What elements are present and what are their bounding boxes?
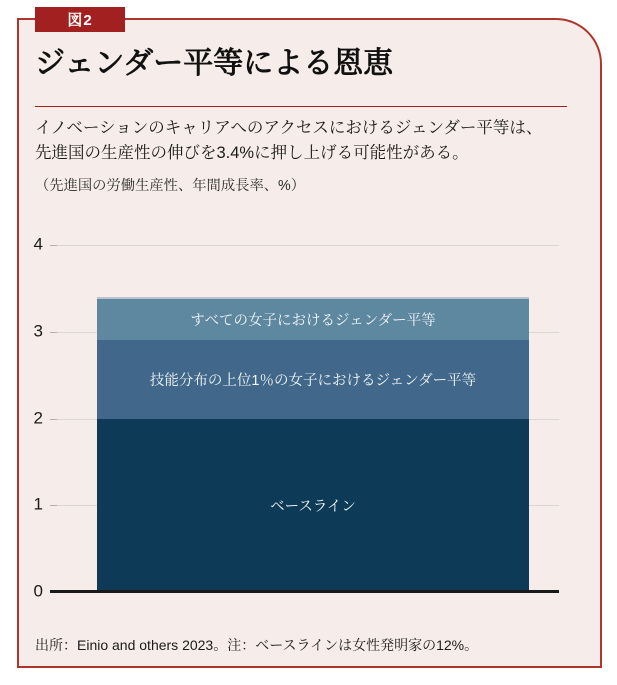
- axis-unit-note: （先進国の労働生産性、年間成長率、%）: [35, 178, 306, 194]
- y-tick-label-1: 1: [33, 494, 43, 514]
- figure-title: ジェンダー平等による恩恵: [35, 47, 394, 80]
- y-tick-label-2: 2: [33, 408, 43, 428]
- figure-card: [17, 12, 602, 668]
- bar-chart-plot-area: [33, 234, 559, 601]
- bar-segment-baseline: [97, 419, 529, 593]
- figure-subtitle: [35, 116, 580, 166]
- bar-segment-label: ベースライン: [270, 498, 356, 515]
- bar-segment-all-girls-gender-equality: [97, 297, 529, 340]
- source-note: 出所：Einio and others 2023。注：ベースラインは女性発明家の12%。: [35, 637, 479, 653]
- y-tick-label-0: 0: [33, 581, 43, 601]
- subtitle-line-1: イノベーションのキャリアへのアクセスにおけるジェンダー平等は、: [35, 119, 543, 137]
- subtitle-line-2: 先進国の生産性の伸びを3.4%に押し上げる可能性がある。: [35, 143, 469, 162]
- x-axis-line: [50, 590, 559, 593]
- y-tick-label-3: 3: [33, 321, 43, 341]
- title-divider: [35, 106, 567, 107]
- y-tick-label-4: 4: [33, 234, 43, 254]
- bar-segment-label: すべての女子におけるジェンダー平等: [190, 313, 436, 330]
- gridline-y4: [50, 245, 559, 246]
- figure-number-badge: 図2: [35, 7, 125, 32]
- stacked-bar: [97, 297, 529, 592]
- bar-segment-label: 技能分布の上位1％の女子におけるジェンダー平等: [149, 372, 477, 389]
- bar-segment-top1pct-gender-equality: [97, 340, 529, 418]
